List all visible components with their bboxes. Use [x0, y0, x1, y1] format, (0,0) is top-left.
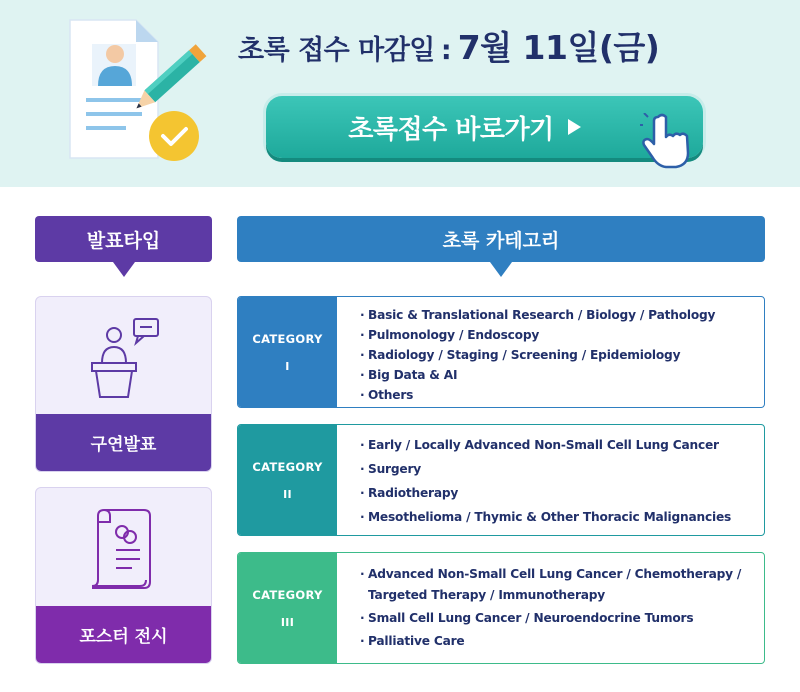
- list-item: · Radiology / Staging / Screening / Epidemiology: [360, 345, 750, 365]
- category-3-badge: [238, 553, 337, 663]
- list-item: · Palliative Care: [360, 631, 750, 652]
- category-2-numeral: II: [283, 487, 292, 501]
- category-1-numeral: I: [285, 359, 290, 373]
- category-1: [237, 296, 765, 408]
- deadline-notice: [238, 22, 659, 74]
- deadline-label: 초록 접수 마감일: [238, 35, 435, 66]
- category-1-topics: [360, 305, 750, 405]
- list-item: · Pulmonology / Endoscopy: [360, 325, 750, 345]
- list-item: · Big Data & AI: [360, 365, 750, 385]
- deadline-colon: :: [440, 35, 452, 66]
- presentation-type-oral-label: 구연발표: [36, 414, 211, 471]
- pencil-icon: [130, 32, 220, 118]
- play-arrow-icon: [568, 119, 581, 135]
- abstract-category-title: 초록 카테고리: [442, 229, 560, 252]
- poster-scroll-icon: [36, 488, 212, 608]
- category-2-badge: [238, 425, 337, 535]
- list-item: · Small Cell Lung Cancer / Neuroendocrine Tumors: [360, 608, 750, 629]
- presentation-type-poster: [35, 487, 212, 664]
- list-item: · Radiotherapy: [360, 481, 750, 505]
- category-3-topics: [360, 564, 750, 654]
- list-item: · Others: [360, 385, 750, 405]
- category-2-topics: [360, 433, 750, 529]
- presentation-type-oral: [35, 296, 212, 472]
- category-1-badge-label: CATEGORY: [252, 331, 323, 346]
- deadline-banner: [0, 0, 800, 187]
- presentation-type-title: 발표타입: [86, 229, 161, 252]
- list-item: · Advanced Non-Small Cell Lung Cancer / Chemotherapy / Targeted Therapy / Immunotherapy: [360, 564, 750, 606]
- check-badge-icon: [148, 110, 200, 162]
- list-item: · Mesothelioma / Thymic & Other Thoracic Malignancies: [360, 505, 750, 529]
- presentation-type-poster-label: 포스터 전시: [36, 606, 211, 663]
- list-item: · Early / Locally Advanced Non-Small Cell Lung Cancer: [360, 433, 750, 457]
- abstract-category-header: [237, 216, 765, 262]
- abstract-submit-label: 초록접수 바로가기: [348, 114, 554, 145]
- list-item: · Surgery: [360, 457, 750, 481]
- deadline-date: 7월 11일(금): [457, 28, 660, 67]
- category-3: [237, 552, 765, 664]
- abstract-submit-button[interactable]: [266, 96, 703, 158]
- podium-speaker-icon: [36, 297, 212, 415]
- presentation-type-header: [35, 216, 212, 262]
- category-2-badge-label: CATEGORY: [252, 459, 323, 474]
- list-item: · Basic & Translational Research / Biology / Pathology: [360, 305, 750, 325]
- pointer-hand-icon: [640, 113, 698, 169]
- category-3-numeral: III: [280, 615, 295, 629]
- category-2: [237, 424, 765, 536]
- category-3-badge-label: CATEGORY: [252, 587, 323, 602]
- category-1-badge: [238, 297, 337, 407]
